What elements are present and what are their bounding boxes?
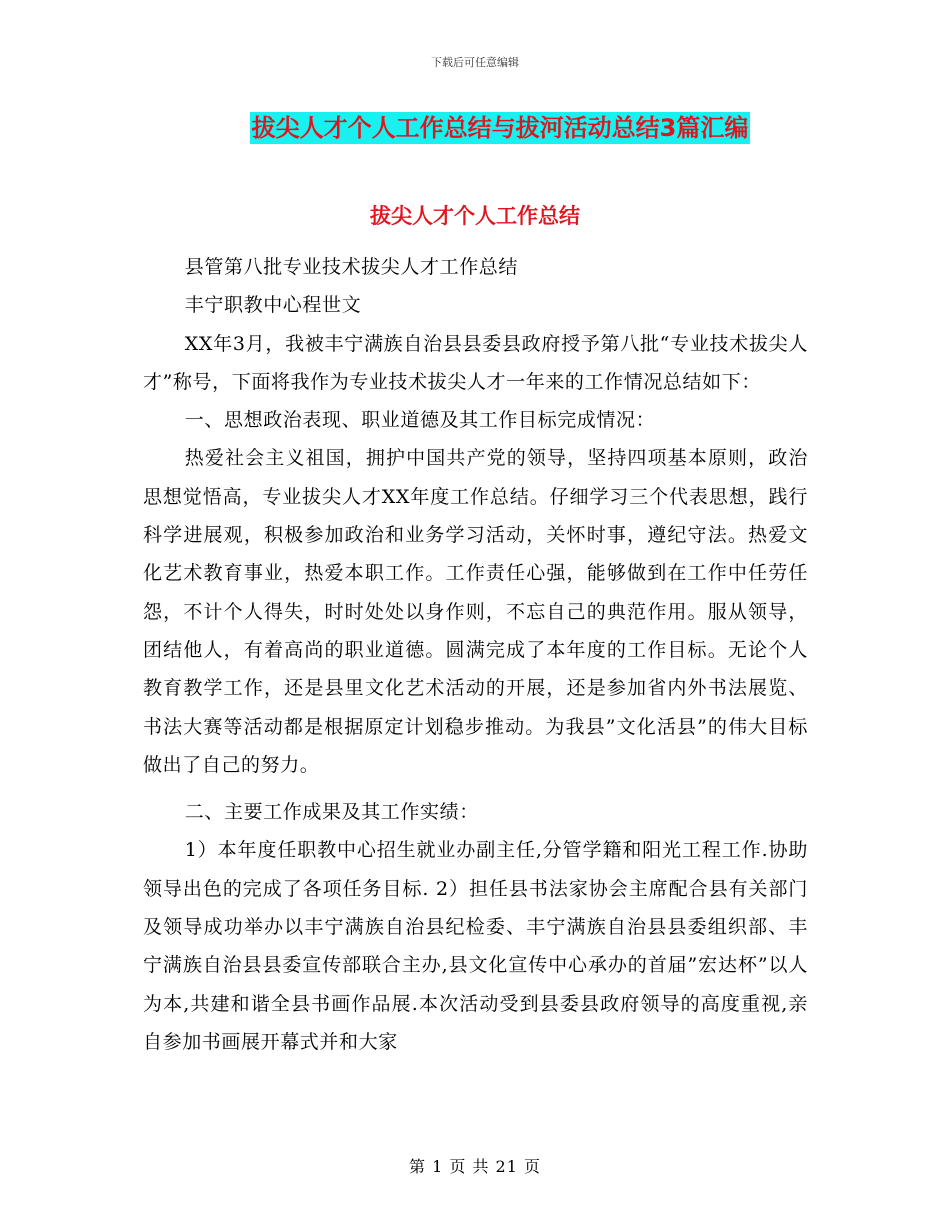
header-note: 下载后可任意编辑 — [431, 56, 519, 69]
paragraph-politics: 热爱社会主义祖国，拥护中国共产党的领导，坚持四项基本原则，政治思想觉悟高，专业拔尖人才XX年度工作总结。仔细学习三个代表思想，践行科学进展观，积极参加政治和业务学习活动，关怀时事，遵纪守法。热爱文化艺术教育事业，热爱本职工作。工作责任心强，能够做到在工作中任劳任怨，不计个人得失，时时处处以身作则，不忘自己的典范作用。服从领导，团结他人，有着高尚的职业道德。圆满完成了本年度的工作目标。无论个人教育教学工作，还是县里文化艺术活动的开展，还是参加省内外书法展览、书法大赛等活动都是根据原定计划稳步推动。为我县”文化活县”的伟大目标做出了自己的努力。 — [143, 447, 808, 776]
page-number: 第 1 页 共 21 页 — [409, 1157, 541, 1176]
paragraph-subtitle: 县管第八批专业技术拔尖人才工作总结 — [184, 256, 518, 278]
body-text — [143, 248, 808, 1061]
paragraph-heading-2: 二、主要工作成果及其工作实绩： — [184, 801, 479, 824]
document-title-wrapper — [0, 112, 950, 144]
paragraph-intro: XX年3月，我被丰宁满族自治县县委县政府授予第八批“专业技术拔尖人才”称号，下面将我作为专业技术拔尖人才一年来的工作情况总结如下： — [143, 332, 808, 393]
document-title: 拔尖人才个人工作总结与拔河活动总结3篇汇编 — [251, 114, 749, 142]
paragraph-author: 丰宁职教中心程世文 — [184, 294, 362, 317]
paragraph-achievements: 1）本年度任职教中心招生就业办副主任,分管学籍和阳光工程工作.协助领导出色的完成了各项任务目标. 2）担任县书法家协会主席配合县有关部门及领导成功举办以丰宁满族自治县纪检委、丰宁满族自治县县委组织部、丰宁满族自治县县委宣传部联合主办,县文化宣传中心承办的首届”宏达杯”以人为本,共建和谐全县书画作品展.本次活动受到县委县政府领导的高度重视,亲自参加书画展开幕式并和大家 — [143, 839, 808, 1053]
section-title: 拔尖人才个人工作总结 — [370, 204, 580, 228]
paragraph-heading-1: 一、思想政治表现、职业道德及其工作目标完成情况： — [184, 409, 656, 432]
